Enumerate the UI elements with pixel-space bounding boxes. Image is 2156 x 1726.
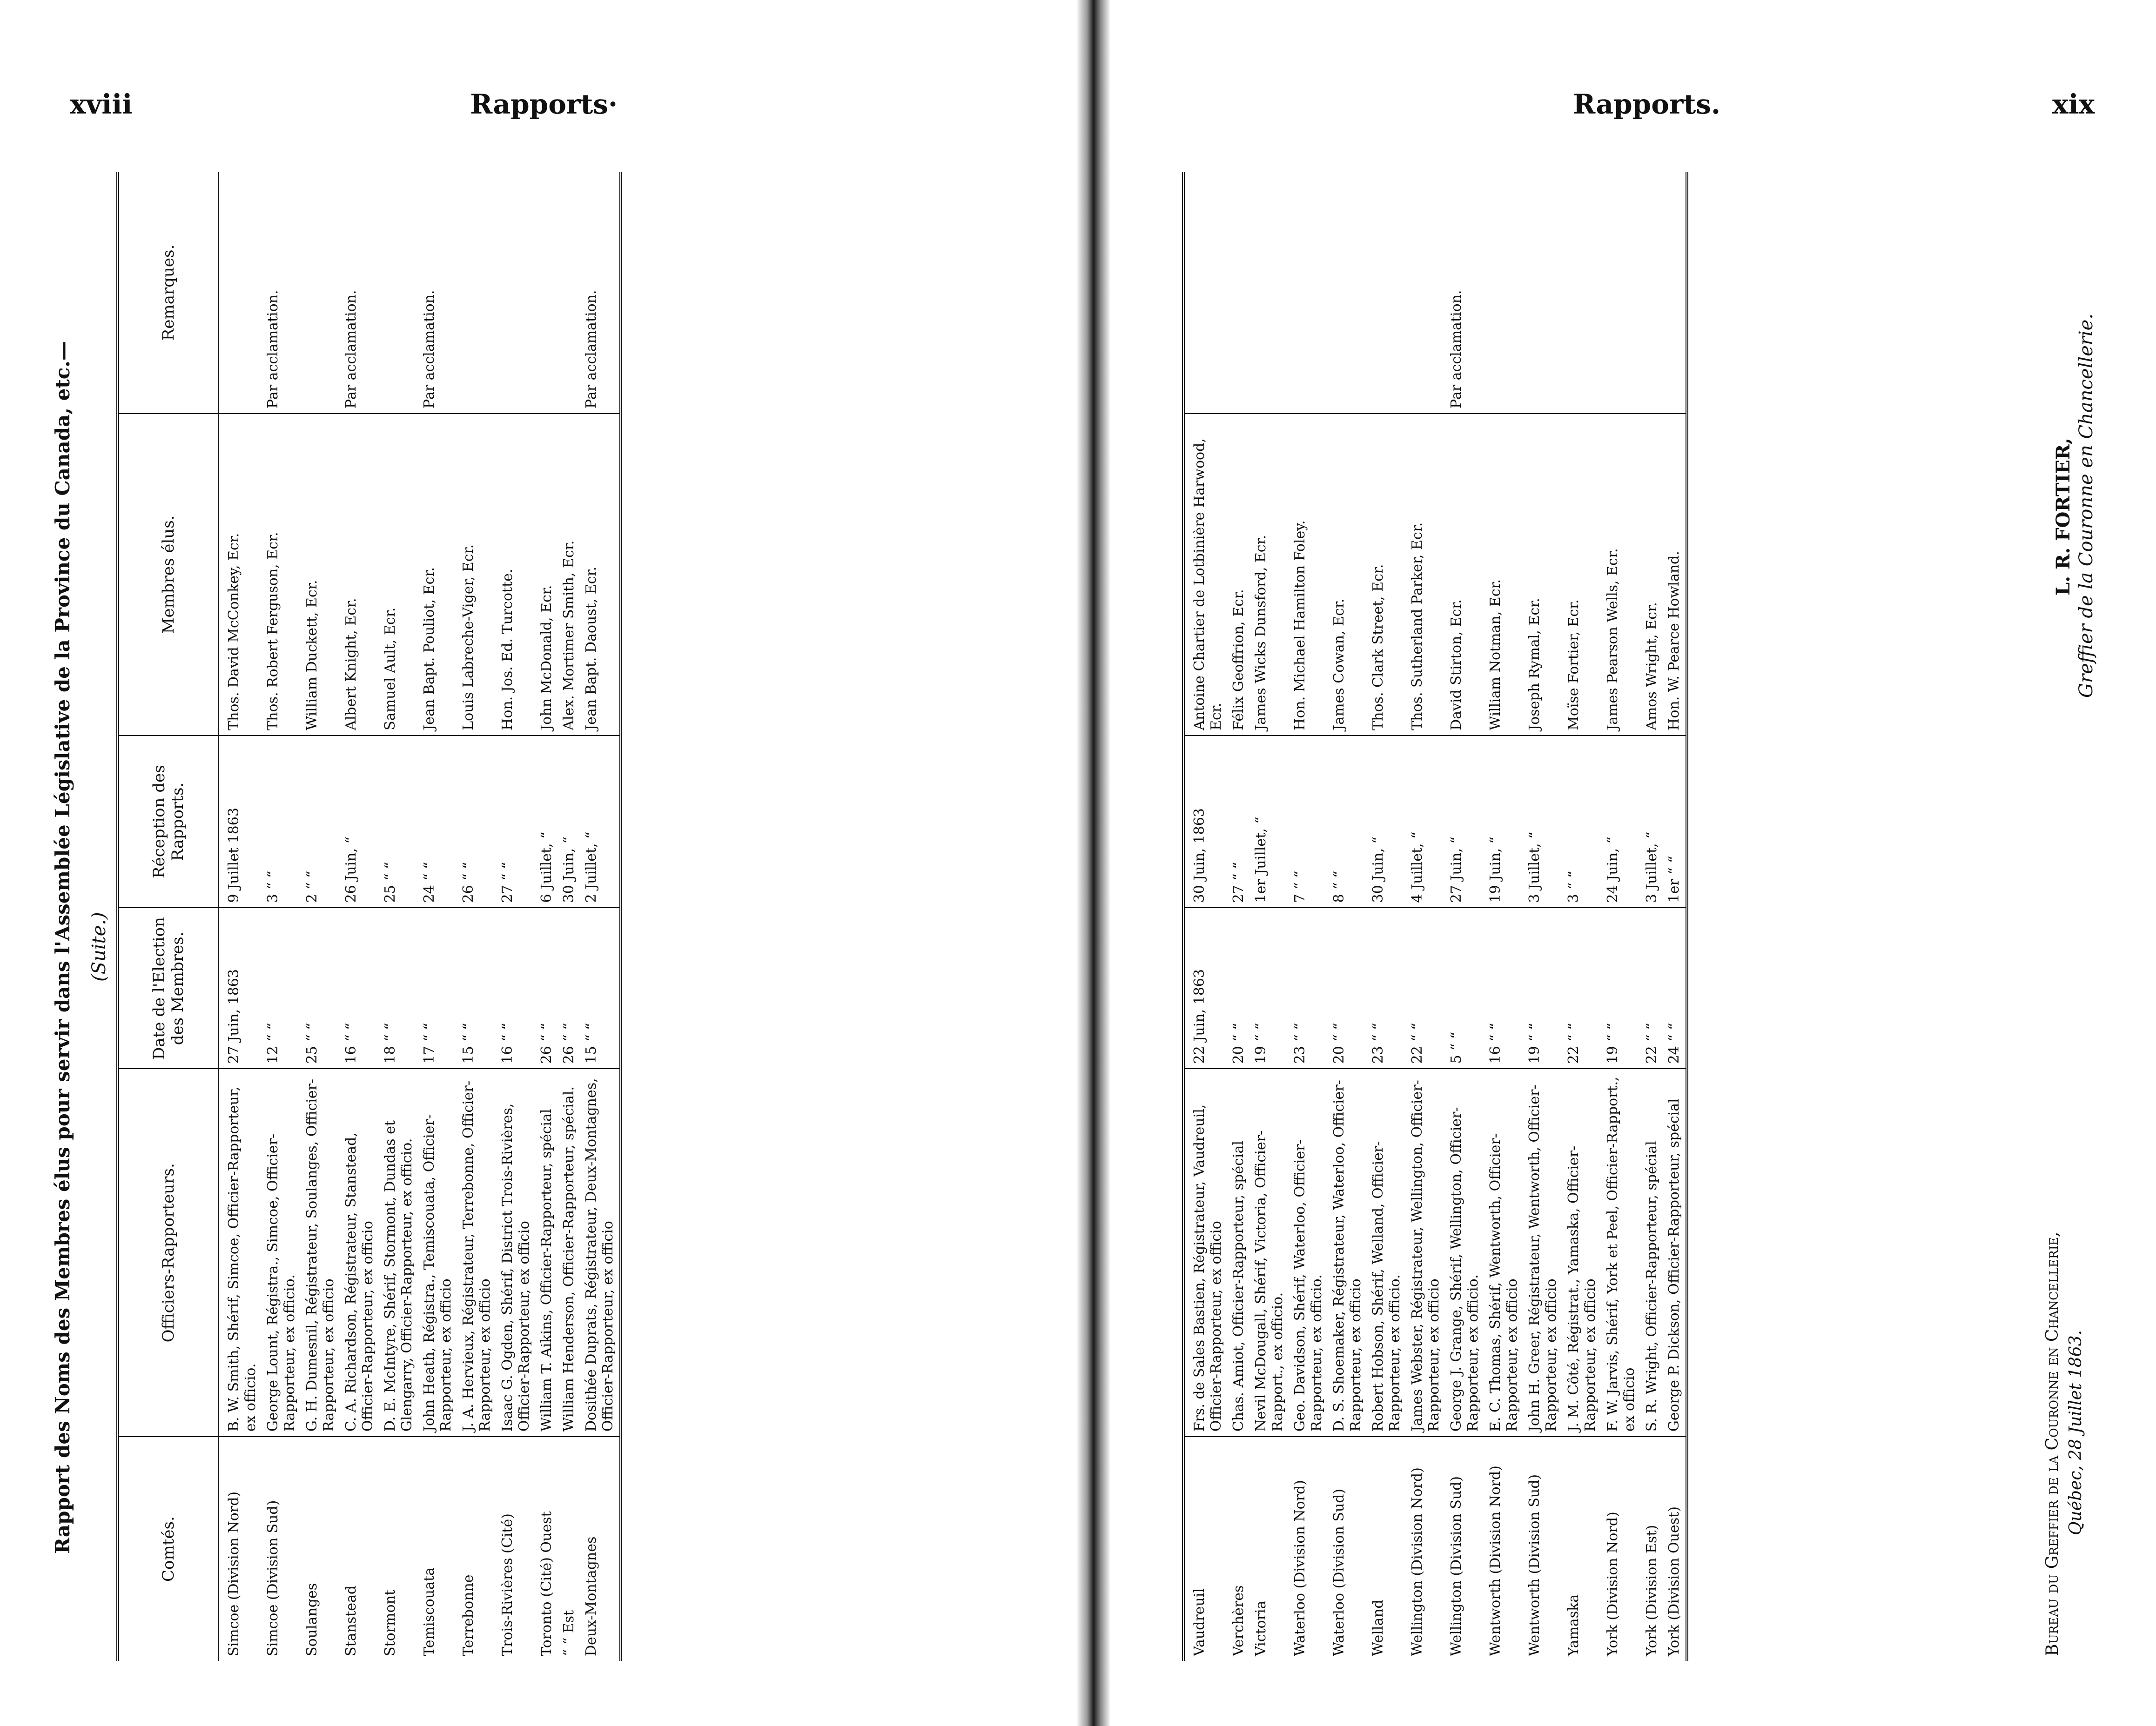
left-table-header — [118, 172, 219, 1661]
remark-cell — [1328, 172, 1367, 414]
member-cell: James Pearson Wells, Ecr. — [1602, 414, 1641, 736]
officer-cell: James Webster, Régistrateur, Wellington, Officier-Rapporteur, ex officio — [1406, 1069, 1445, 1437]
table-row — [1250, 172, 1289, 1661]
reception-cell: 25 “ “ — [379, 736, 418, 908]
member-cell: William Duckett, Ecr. — [301, 414, 340, 736]
county-cell: Deux-Montagnes — [583, 1536, 599, 1656]
signatory-title: Greffier de la Couronne en Chancellerie. — [2075, 313, 2097, 698]
remark-cell — [457, 172, 497, 414]
reception-cell: 19 Juin, “ — [1484, 736, 1524, 908]
report-title: Rapport des Noms des Membres élus pour servir dans l'Assemblée Législative de la Province du Canada, etc.— — [51, 341, 74, 1554]
officer-cell: J. M. Côté, Régistrat., Yamaska, Officier-Rapporteur, ex officio — [1563, 1069, 1602, 1437]
county-cell: Victoria — [1253, 1600, 1269, 1656]
officer-cell: E. C. Thomas, Shérif, Wentworth, Officier-Rapporteur, ex officio — [1484, 1069, 1524, 1437]
county-cell: Wentworth (Division Sud) — [1526, 1474, 1543, 1656]
member-cell: James Wicks Dunsford, Ecr. — [1250, 414, 1289, 736]
county-cell: Stanstead — [343, 1585, 359, 1656]
election-date-cell: 20 “ “ — [1228, 908, 1250, 1069]
officer-cell: William Henderson, Officier-Rapporteur, spécial. — [558, 1069, 580, 1437]
member-cell: Thos. David McConkey, Ecr. — [219, 414, 262, 736]
election-date-cell: 24 “ “ — [1663, 908, 1687, 1069]
reception-cell: 24 “ “ — [418, 736, 457, 908]
remark-cell — [1250, 172, 1289, 414]
election-date-cell: 15 “ “ — [580, 908, 621, 1069]
table-row — [497, 172, 536, 1661]
county-cell: Trois-Rivières (Cité) — [499, 1513, 516, 1656]
reception-cell: 2 “ “ — [301, 736, 340, 908]
election-date-cell: 26 “ “ — [536, 908, 558, 1069]
county-cell: Wentworth (Division Nord) — [1487, 1465, 1504, 1656]
election-date-cell: 5 “ “ — [1445, 908, 1484, 1069]
table-row — [1406, 172, 1445, 1661]
officer-cell: Chas. Amiot, Officier-Rapporteur, spécial — [1228, 1069, 1250, 1437]
county-cell: Waterloo (Division Sud) — [1331, 1488, 1347, 1656]
header-election-date: Date de l'Election des Membres. — [118, 908, 219, 1069]
member-cell: David Stirton, Ecr. — [1445, 414, 1484, 736]
remark-cell: Par acclamation. — [418, 172, 457, 414]
remark-cell — [1228, 172, 1250, 414]
election-date-cell: 20 “ “ — [1328, 908, 1367, 1069]
reception-cell: 27 Juin, “ — [1445, 736, 1484, 908]
left-table — [116, 172, 622, 1661]
left-table-wrapper — [116, 172, 622, 1661]
election-date-cell: 22 “ “ — [1641, 908, 1663, 1069]
member-cell: Albert Knight, Ecr. — [340, 414, 379, 736]
reception-cell: 30 Juin, 1863 — [1183, 736, 1228, 908]
reception-cell: 8 “ “ — [1328, 736, 1367, 908]
member-cell: Hon. W. Pearce Howland. — [1663, 414, 1687, 736]
table-row — [340, 172, 379, 1661]
county-cell: “ “ Est — [561, 1610, 577, 1656]
member-cell: Louis Labreche-Viger, Ecr. — [457, 414, 497, 736]
member-cell: Jean Bapt. Daoust, Ecr. — [580, 414, 621, 736]
officer-cell: George P. Dickson, Officier-Rapporteur, spécial — [1663, 1069, 1687, 1437]
member-cell: Thos. Robert Ferguson, Ecr. — [262, 414, 301, 736]
election-date-cell: 12 “ “ — [262, 908, 301, 1069]
officer-cell: S. R. Wright, Officier-Rapporteur, spécial — [1641, 1069, 1663, 1437]
election-date-cell: 19 “ “ — [1250, 908, 1289, 1069]
reception-cell: 3 “ “ — [262, 736, 301, 908]
officer-cell: J. A. Hervieux, Régistrateur, Terrebonne, Officier-Rapporteur, ex officio — [457, 1069, 497, 1437]
table-row — [1663, 172, 1687, 1661]
remark-cell — [558, 172, 580, 414]
election-date-cell: 15 “ “ — [457, 908, 497, 1069]
election-date-cell: 23 “ “ — [1289, 908, 1328, 1069]
reception-cell: 30 Juin, “ — [558, 736, 580, 908]
remark-cell: Par acclamation. — [340, 172, 379, 414]
election-date-cell: 22 “ “ — [1563, 908, 1602, 1069]
reception-cell: 27 “ “ — [1228, 736, 1250, 908]
remark-cell — [536, 172, 558, 414]
reception-cell: 3 Juillet, “ — [1524, 736, 1563, 908]
reception-cell: 1er Juillet, “ — [1250, 736, 1289, 908]
member-cell: Thos. Clark Street, Ecr. — [1367, 414, 1406, 736]
remark-cell — [379, 172, 418, 414]
member-cell: Joseph Rymal, Ecr. — [1524, 414, 1563, 736]
member-cell: Félix Geoffrion, Ecr. — [1228, 414, 1250, 736]
officer-cell: John H. Greer, Régistrateur, Wentworth, Officier-Rapporteur, ex officio — [1524, 1069, 1563, 1437]
county-cell: York (Division Ouest) — [1666, 1506, 1682, 1656]
officer-cell: Nevil McDougall, Shérif, Victoria, Officier-Rapport., ex officio. — [1250, 1069, 1289, 1437]
election-date-cell: 19 “ “ — [1602, 908, 1641, 1069]
reception-cell: 7 “ “ — [1289, 736, 1328, 908]
remark-cell — [1406, 172, 1445, 414]
county-cell: Waterloo (Division Nord) — [1292, 1480, 1308, 1656]
table-row — [379, 172, 418, 1661]
election-date-cell: 22 Juin, 1863 — [1183, 908, 1228, 1069]
officer-cell: G. H. Dumesnil, Régistrateur, Soulanges, Officier-Rapporteur, ex officio — [301, 1069, 340, 1437]
reception-cell: 30 Juin, “ — [1367, 736, 1406, 908]
table-row — [1602, 172, 1641, 1661]
officer-cell: George J. Grange, Shérif, Wellington, Officier-Rapporteur, ex officio. — [1445, 1069, 1484, 1437]
remark-cell — [1641, 172, 1663, 414]
county-cell: Toronto (Cité) Ouest — [538, 1511, 555, 1656]
officer-cell: D. S. Shoemaker, Régistrateur, Waterloo, Officier-Rapporteur, ex officio — [1328, 1069, 1367, 1437]
remark-cell — [219, 172, 262, 414]
county-cell: Wellington (Division Sud) — [1448, 1476, 1464, 1656]
table-row — [1563, 172, 1602, 1661]
reception-cell: 9 Juillet 1863 — [219, 736, 262, 908]
county-cell: York (Division Est) — [1644, 1525, 1660, 1656]
county-cell: Simcoe (Division Sud) — [265, 1500, 281, 1656]
election-date-cell: 16 “ “ — [1484, 908, 1524, 1069]
member-cell: William Notman, Ecr. — [1484, 414, 1524, 736]
left-running-head: Rapports· — [470, 88, 618, 120]
officer-cell: D. E. McIntyre, Shérif, Stormont, Dundas et Glengarry, Officier-Rapporteur, ex officio. — [379, 1069, 418, 1437]
election-date-cell: 18 “ “ — [379, 908, 418, 1069]
remark-cell — [1602, 172, 1641, 414]
election-date-cell: 22 “ “ — [1406, 908, 1445, 1069]
remark-cell — [301, 172, 340, 414]
county-cell: Verchères — [1230, 1585, 1247, 1656]
officer-cell: Frs. de Sales Bastien, Régistrateur, Vaudreuil, Officier-Rapporteur, ex officio — [1183, 1069, 1228, 1437]
table-row — [1484, 172, 1524, 1661]
table-row — [457, 172, 497, 1661]
county-cell: Simcoe (Division Nord) — [226, 1491, 242, 1656]
member-cell: Jean Bapt. Pouliot, Ecr. — [418, 414, 457, 736]
election-date-cell: 16 “ “ — [340, 908, 379, 1069]
table-row — [262, 172, 301, 1661]
reception-cell: 1er “ “ — [1663, 736, 1687, 908]
table-row — [1228, 172, 1250, 1661]
reception-cell: 4 Juillet, “ — [1406, 736, 1445, 908]
book-spine — [1077, 0, 1110, 1726]
remark-cell — [1367, 172, 1406, 414]
election-date-cell: 23 “ “ — [1367, 908, 1406, 1069]
member-cell: Hon. Michael Hamilton Foley. — [1289, 414, 1328, 736]
header-remarks: Remarques. — [118, 172, 219, 414]
table-row — [219, 172, 262, 1661]
election-date-cell: 25 “ “ — [301, 908, 340, 1069]
member-cell: Amos Wright, Ecr. — [1641, 414, 1663, 736]
table-row — [1445, 172, 1484, 1661]
right-table — [1182, 172, 1688, 1661]
remark-cell: Par acclamation. — [580, 172, 621, 414]
election-date-cell: 27 Juin, 1863 — [219, 908, 262, 1069]
remark-cell — [1289, 172, 1328, 414]
table-row — [418, 172, 457, 1661]
right-running-head: Rapports. — [1573, 88, 1721, 120]
table-row — [1641, 172, 1663, 1661]
county-cell: Soulanges — [304, 1583, 320, 1656]
officer-cell: Isaac G. Ogden, Shérif, District Trois-Rivières, Officier-Rapporteur, ex officio — [497, 1069, 536, 1437]
header-county: Comtés. — [118, 1437, 219, 1661]
election-date-cell: 26 “ “ — [558, 908, 580, 1069]
remark-cell: Par acclamation. — [262, 172, 301, 414]
county-cell: Stormont — [382, 1590, 398, 1656]
county-cell: Yamaska — [1565, 1594, 1582, 1656]
member-cell: Moïse Fortier, Ecr. — [1563, 414, 1602, 736]
election-date-cell: 19 “ “ — [1524, 908, 1563, 1069]
member-cell: Samuel Ault, Ecr. — [379, 414, 418, 736]
county-cell: Terrebonne — [460, 1574, 477, 1656]
remark-cell — [1484, 172, 1524, 414]
table-row — [1524, 172, 1563, 1661]
reception-cell: 3 “ “ — [1563, 736, 1602, 908]
table-row — [536, 172, 558, 1661]
remark-cell — [1183, 172, 1228, 414]
member-cell: Hon. Jos. Ed. Turcotte. — [497, 414, 536, 736]
remark-cell — [1524, 172, 1563, 414]
left-folio: xviii — [70, 88, 133, 120]
reception-cell: 24 Juin, “ — [1602, 736, 1641, 908]
officer-cell: F. W. Jarvis, Shérif, York et Peel, Officier-Rapport., ex officio — [1602, 1069, 1641, 1437]
header-reception: Réception des Rapports. — [118, 736, 219, 908]
header-officers: Officiers-Rapporteurs. — [118, 1069, 219, 1437]
member-cell: John McDonald, Ecr. — [536, 414, 558, 736]
reception-cell: 6 Juillet, “ — [536, 736, 558, 908]
member-cell: Thos. Sutherland Parker, Ecr. — [1406, 414, 1445, 736]
officer-cell: William T. Aikins, Officier-Rapporteur, spécial — [536, 1069, 558, 1437]
table-row — [301, 172, 340, 1661]
member-cell: James Cowan, Ecr. — [1328, 414, 1367, 736]
county-cell: York (Division Nord) — [1605, 1512, 1621, 1656]
remark-cell — [497, 172, 536, 414]
table-row — [580, 172, 621, 1661]
officer-cell: C. A. Richardson, Régistrateur, Stanstead, Officier-Rapporteur, ex officio — [340, 1069, 379, 1437]
reception-cell: 3 Juillet, “ — [1641, 736, 1663, 908]
right-folio: xix — [2052, 88, 2095, 120]
table-row — [1367, 172, 1406, 1661]
county-cell: Welland — [1370, 1599, 1386, 1656]
reception-cell: 2 Juillet, “ — [580, 736, 621, 908]
right-table-wrapper — [1182, 172, 1688, 1661]
member-cell: Alex. Mortimer Smith, Ecr. — [558, 414, 580, 736]
table-row — [1328, 172, 1367, 1661]
officer-cell: Robert Hobson, Shérif, Welland, Officier-Rapporteur, ex officio. — [1367, 1069, 1406, 1437]
reception-cell: 27 “ “ — [497, 736, 536, 908]
county-cell: Temiscouata — [421, 1567, 437, 1656]
election-date-cell: 17 “ “ — [418, 908, 457, 1069]
officer-cell: B. W. Smith, Shérif, Simcoe, Officier-Rapporteur, ex officio. — [219, 1069, 262, 1437]
member-cell: Antoine Chartier de Lotbinière Harwood, Ecr. — [1183, 414, 1228, 736]
report-subtitle: (Suite.) — [88, 912, 110, 982]
remark-cell: Par acclamation. — [1445, 172, 1484, 414]
header-members: Membres élus. — [118, 414, 219, 736]
signatory-name: L. R. FORTIER, — [2052, 438, 2074, 595]
table-row — [1183, 172, 1228, 1661]
county-cell: Vaudreuil — [1191, 1588, 1208, 1656]
table-row — [558, 172, 580, 1661]
officer-cell: John Heath, Régistra., Temiscouata, Officier-Rapporteur, ex officio — [418, 1069, 457, 1437]
election-date-cell: 16 “ “ — [497, 908, 536, 1069]
reception-cell: 26 Juin, “ — [340, 736, 379, 908]
table-row — [1289, 172, 1328, 1661]
remark-cell — [1663, 172, 1687, 414]
footer-place-date: Québec, 28 Juillet 1863. — [2066, 1330, 2085, 1535]
footer-office: Bureau du Greffier de la Couronne en Chancellerie, — [2043, 1231, 2062, 1656]
officer-cell: George Lount, Régistra., Simcoe, Officier-Rapporteur, ex officio. — [262, 1069, 301, 1437]
remark-cell — [1563, 172, 1602, 414]
officer-cell: Dosithée Duprats, Régistrateur, Deux-Montagnes, Officier-Rapporteur, ex officio — [580, 1069, 621, 1437]
officer-cell: Geo. Davidson, Shérif, Waterloo, Officier-Rapporteur, ex officio. — [1289, 1069, 1328, 1437]
county-cell: Wellington (Division Nord) — [1409, 1467, 1425, 1656]
reception-cell: 26 “ “ — [457, 736, 497, 908]
